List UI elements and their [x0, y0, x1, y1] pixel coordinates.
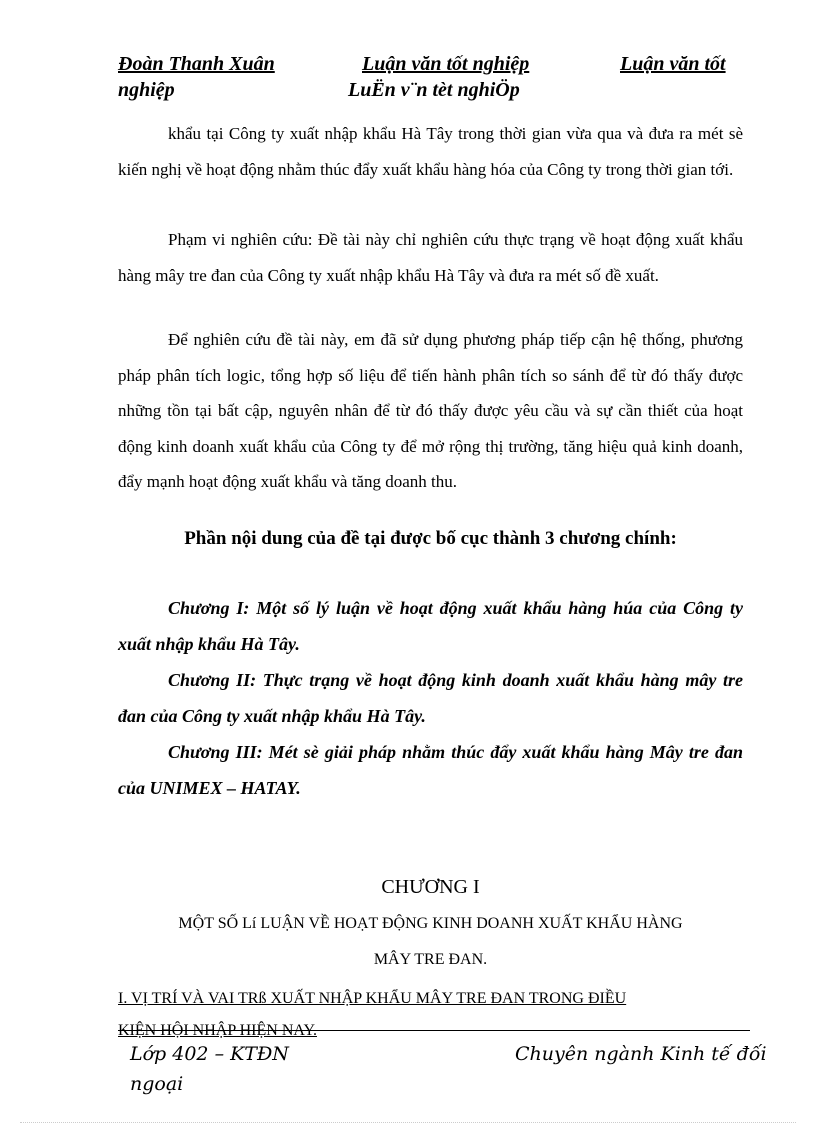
footer-major: Chuyên ngành Kinh tế đối — [515, 1043, 767, 1065]
footer-major-cont: ngoại — [130, 1073, 184, 1095]
header-thesis-title: Luận văn tốt nghiệp — [362, 53, 530, 75]
chapter-2-text: Chương II: Thực trạng về hoạt động kinh doanh xuất khẩu hàng mây tre đan của Công ty xuất nhập khẩu Hà Tây. — [118, 670, 743, 726]
chapter-3-text: Chương III: Mét sè giải pháp nhằm thúc đẩy xuất khẩu hàng Mây tre đan của UNIMEX – HATAY. — [118, 742, 743, 798]
chapter-3-summary — [118, 734, 743, 806]
paragraph-intro-cont — [118, 116, 743, 187]
structure-heading: Phần nội dung của đề tại được bố cục thành 3 chương chính: — [184, 528, 677, 549]
chapter-1-summary — [118, 590, 743, 662]
chapter-2-summary — [118, 662, 743, 734]
paragraph-intro-text: khẩu tại Công ty xuất nhập khẩu Hà Tây trong thời gian vừa qua và đưa ra mét sè kiến nghị về hoạt động nhằm thúc đẩy xuất khẩu hàng hóa của Công ty trong thời gian tới. — [118, 124, 743, 179]
header-thesis-title-repeat: Luận văn tốt — [620, 53, 726, 75]
footer-class: Lớp 402 – KTĐN — [130, 1043, 289, 1065]
chapter-1-text: Chương I: Một số lý luận về hoạt động xuất khẩu hàng húa của Công ty xuất nhập khẩu Hà Tây. — [118, 598, 743, 654]
section-heading-line2: KIỆN HỘI NHẬP HIỆN NAY. — [118, 1022, 317, 1039]
footer-rule — [118, 1030, 750, 1031]
header-thesis-title-cont: nghiệp — [118, 79, 175, 101]
section-heading-line1: I. VỊ TRÍ VÀ VAI TRß XUẤT NHẬP KHẨU MÂY TRE ĐAN TRONG ĐIỀU — [118, 990, 627, 1007]
chapter-subtitle-line1: MỘT SỐ Lí LUẬN VỀ HOẠT ĐỘNG KINH DOANH XUẤT KHẨU HÀNG — [178, 915, 683, 932]
paragraph-method-text: Để nghiên cứu đề tài này, em đã sử dụng phương pháp tiếp cận hệ thống, phương pháp phân tích logic, tổng hợp số liệu để tiến hành phân tích so sánh để từ đó thấy được những tồn tại bất cập, nguyên nhân để từ đó thấy được yêu cầu và sự cần thiết của hoạt động kinh doanh xuất khẩu của Công ty để mở rộng thị trường, tăng hiệu quả kinh doanh, đẩy mạnh hoạt động xuất khẩu và tăng doanh thu. — [118, 330, 743, 491]
paragraph-method — [118, 322, 743, 500]
section-heading — [118, 983, 743, 1047]
chapter-label: CHƯƠNG I — [381, 876, 480, 898]
header-garbled-title: LuËn v¨n tèt nghiÖp — [348, 79, 520, 101]
header-author: Đoàn Thanh Xuân — [118, 53, 275, 75]
paragraph-scope-text: Phạm vi nghiên cứu: Đề tài này chỉ nghiên cứu thực trạng về hoạt động xuất khẩu hàng mây tre đan của Công ty xuất nhập khẩu Hà Tây và đưa ra mét số đề xuất. — [118, 230, 743, 285]
paragraph-scope — [118, 222, 743, 293]
chapter-subtitle-line2: MÂY TRE ĐAN. — [373, 951, 488, 968]
